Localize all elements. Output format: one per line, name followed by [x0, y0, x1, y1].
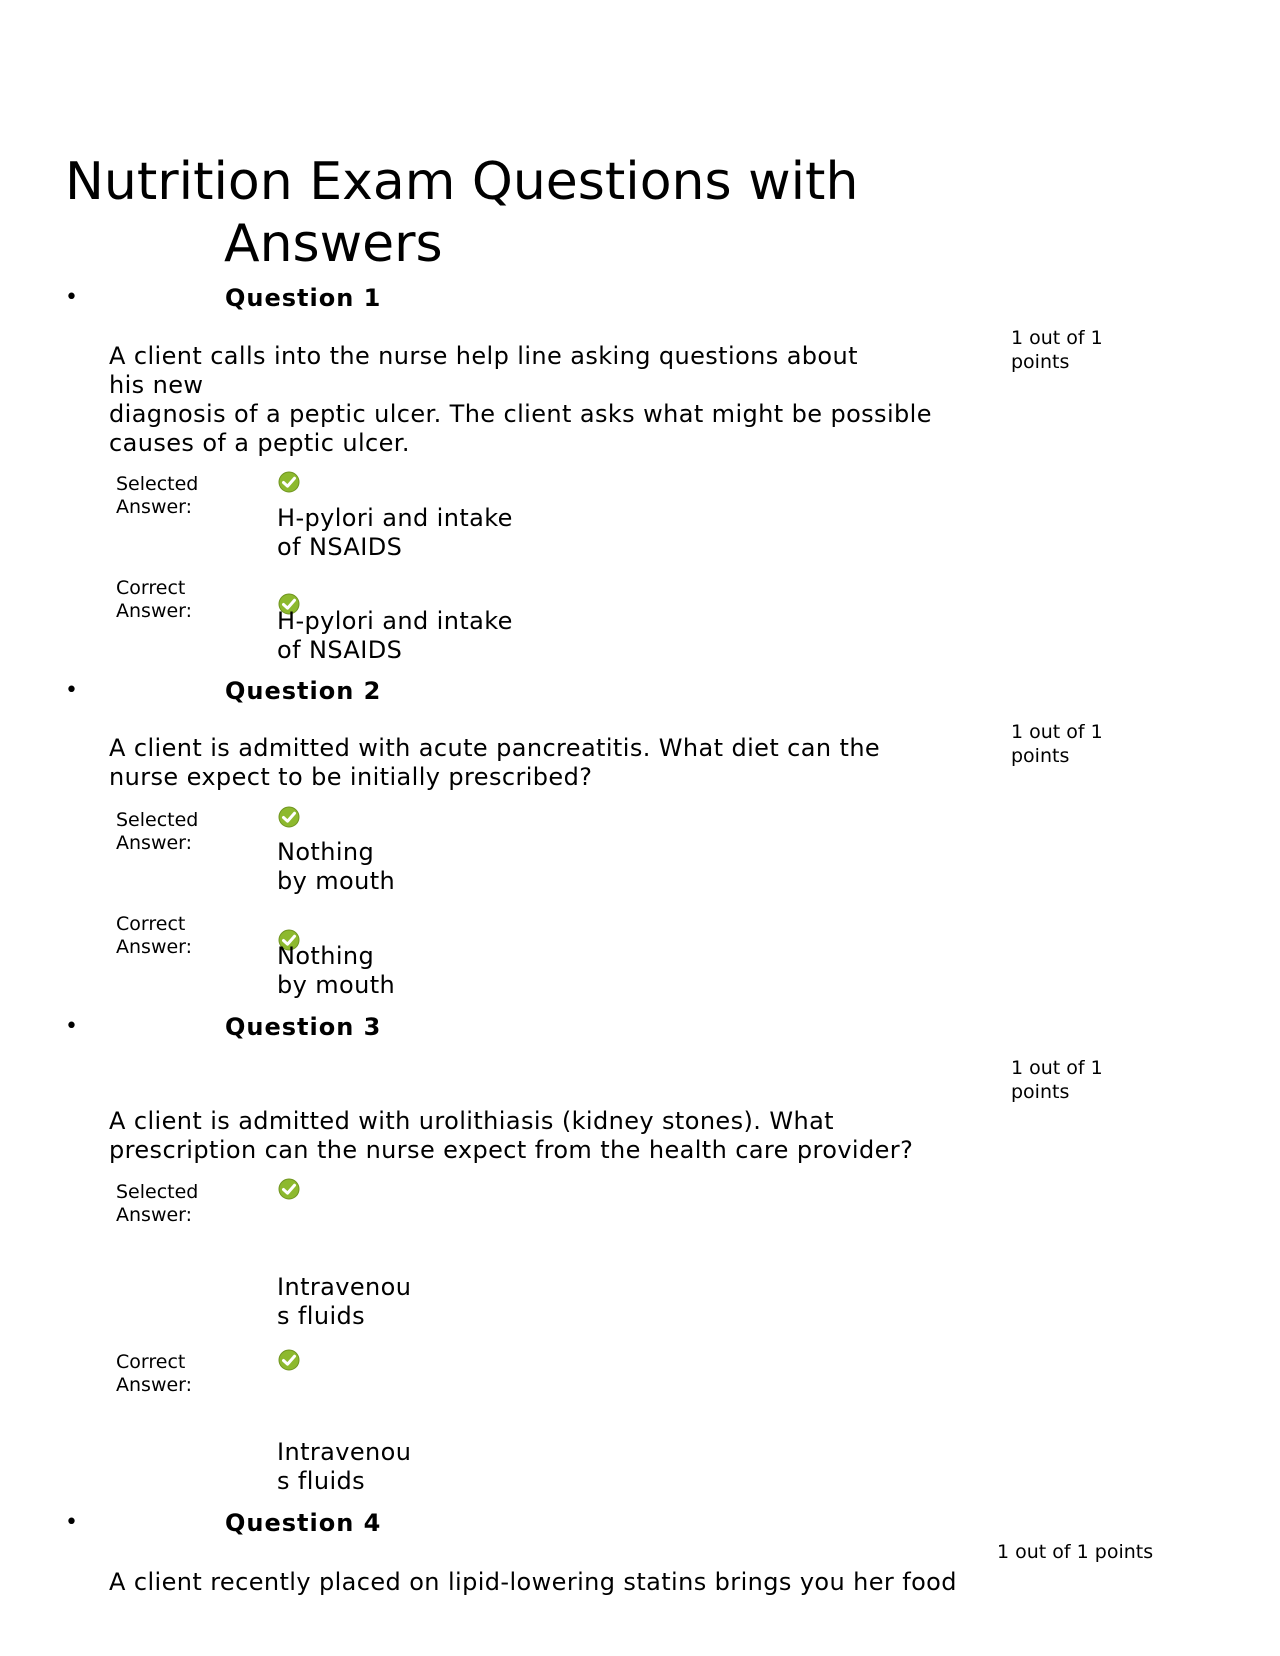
selected-answer-label: Selected Answer: — [116, 809, 199, 854]
correct-answer: H-pylori and intake of NSAIDS — [277, 607, 513, 664]
question-text: A client is admitted with acute pancreatitis. What diet can the nurse expect to be initially prescribed? — [109, 734, 881, 791]
question-heading: Question 4 — [225, 1509, 382, 1537]
points-score: 1 out of 1 points — [1011, 327, 1103, 373]
points-score: 1 out of 1 points — [1011, 721, 1103, 767]
question-heading: Question 3 — [225, 1013, 382, 1041]
points-score: 1 out of 1 points — [1011, 1057, 1103, 1103]
question-heading: Question 1 — [225, 284, 382, 312]
page-title-continued: Answers — [224, 214, 443, 274]
bullet: • — [65, 1014, 78, 1039]
question-text: A client is admitted with urolithiasis (kidney stones). What prescription can the nurse expect from the health care provider? — [109, 1107, 914, 1164]
correct-answer: Intravenou s fluids — [277, 1438, 412, 1495]
correct-answer-label: Correct Answer: — [116, 913, 193, 958]
check-circle-icon — [278, 806, 300, 828]
selected-answer: Nothing by mouth — [277, 838, 396, 895]
question-text: A client calls into the nurse help line asking questions about his new diagnosis of a peptic ulcer. The client asks what might be possible causes of a peptic ulcer. — [109, 342, 932, 457]
check-circle-icon — [278, 471, 300, 493]
bullet: • — [65, 285, 78, 310]
correct-answer: Nothing by mouth — [277, 942, 396, 999]
check-circle-icon — [278, 1349, 300, 1371]
selected-answer: Intravenou s fluids — [277, 1273, 412, 1330]
correct-answer-label: Correct Answer: — [116, 577, 193, 622]
selected-answer-label: Selected Answer: — [116, 473, 199, 518]
bullet: • — [65, 1510, 78, 1535]
question-heading: Question 2 — [225, 677, 382, 705]
question-text: A client recently placed on lipid-lowering statins brings you her food — [109, 1568, 957, 1596]
bullet: • — [65, 678, 78, 703]
check-circle-icon — [278, 1178, 300, 1200]
selected-answer: H-pylori and intake of NSAIDS — [277, 504, 513, 561]
page-title: Nutrition Exam Questions with — [65, 152, 859, 212]
selected-answer-label: Selected Answer: — [116, 1181, 199, 1226]
points-score: 1 out of 1 points — [997, 1541, 1154, 1563]
correct-answer-label: Correct Answer: — [116, 1351, 193, 1396]
